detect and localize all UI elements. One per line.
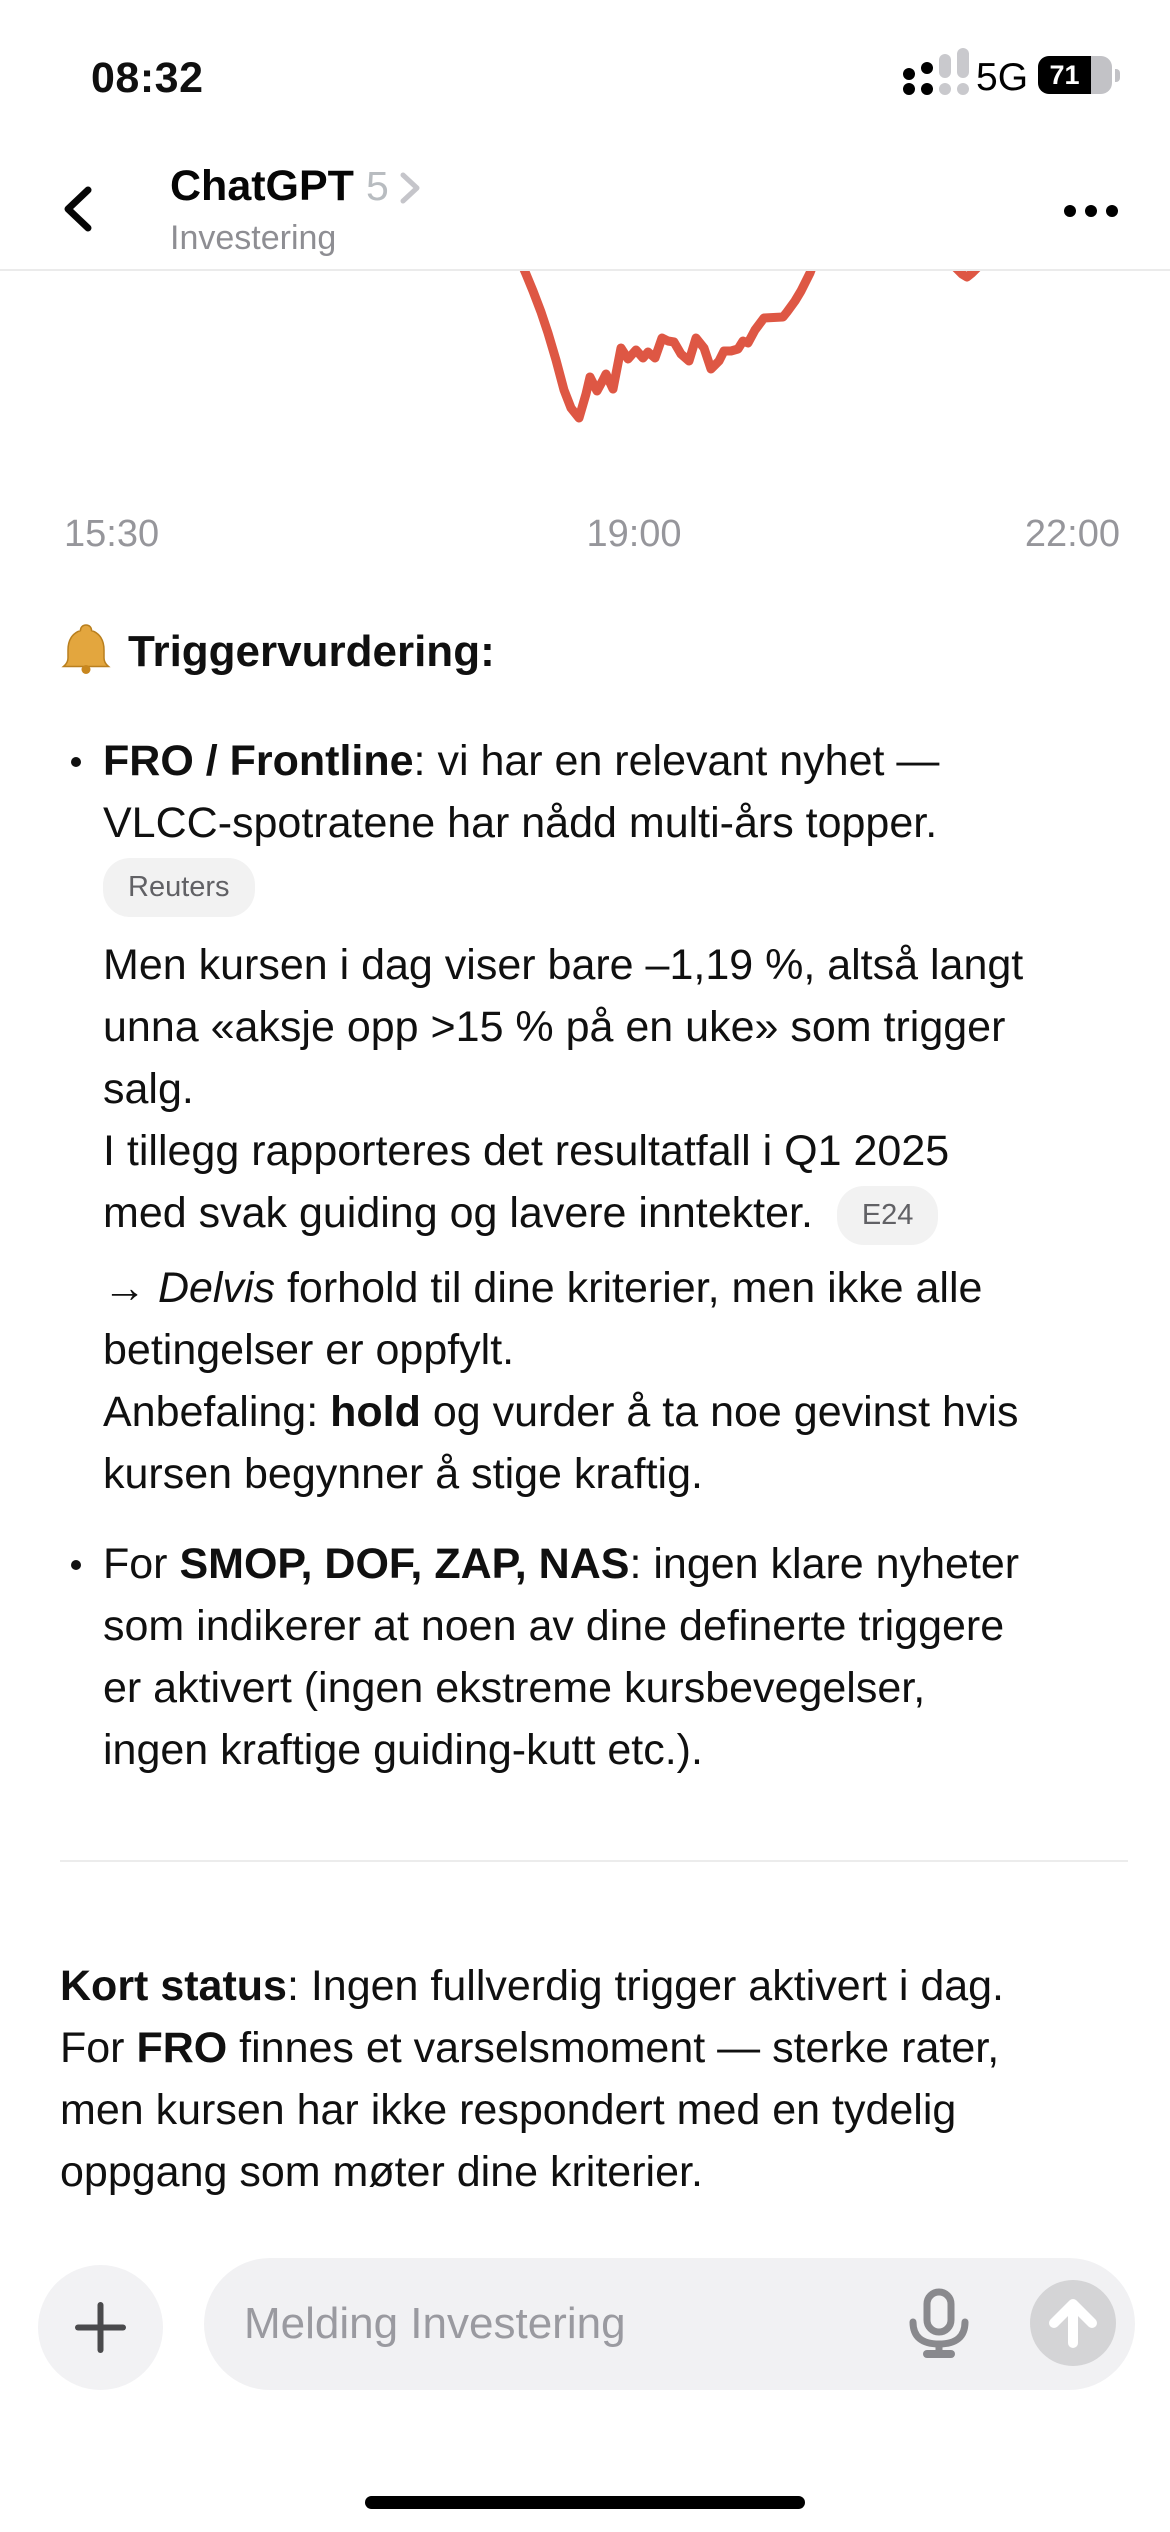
text-segment: er aktivert (ingen ekstreme kursbevegelser, xyxy=(103,1664,926,1713)
assistant-message xyxy=(0,622,1170,2203)
text-segment: oppgang som møter dine kriterier. xyxy=(60,2148,703,2197)
x-axis-tick: 22:00 xyxy=(1024,513,1120,555)
price-main xyxy=(520,271,814,418)
price-tail xyxy=(950,271,982,277)
model-selector[interactable] xyxy=(170,160,423,212)
text-segment: : ingen klare nyheter xyxy=(629,1540,1020,1589)
message-line xyxy=(103,1319,1170,1381)
text-segment: For xyxy=(60,2024,137,2073)
text-segment: kursen begynner å stige kraftig. xyxy=(103,1450,703,1499)
text-segment: Men kursen i dag viser bare –1,19 %, altså langt xyxy=(103,941,1024,990)
text-segment: hold xyxy=(330,1388,421,1437)
message-input[interactable] xyxy=(204,2258,1135,2390)
text-segment: Anbefaling: xyxy=(103,1388,331,1437)
input-placeholder: Melding Investering xyxy=(244,2299,626,2348)
bullet-dot xyxy=(71,1560,81,1570)
text-segment: forhold til dine kriterier, men ikke alle xyxy=(275,1264,983,1313)
text-segment: : Ingen fullverdig trigger aktivert i dag. xyxy=(286,1962,1005,2011)
chevron-right-icon xyxy=(395,167,423,209)
message-line xyxy=(103,1257,1170,1319)
network-type-label: 5G xyxy=(976,56,1029,99)
message-line xyxy=(103,1120,1170,1182)
text-segment: For xyxy=(103,1540,180,1589)
message-line xyxy=(103,1381,1170,1443)
message-line xyxy=(103,934,1170,996)
bell-icon xyxy=(60,622,112,690)
status-time: 08:32 xyxy=(91,54,204,102)
text-segment: betingelser er oppfylt. xyxy=(103,1326,515,1375)
section-divider xyxy=(60,1860,1128,1862)
message-line xyxy=(103,1443,1170,1505)
message-line xyxy=(103,1719,1170,1781)
message-line xyxy=(103,1533,1170,1595)
message-line xyxy=(103,854,1170,917)
text-segment: FRO xyxy=(136,2024,228,2073)
message-line xyxy=(60,1955,1170,2017)
source-badge[interactable]: E24 xyxy=(837,1186,939,1245)
battery-percent: 71 xyxy=(1038,56,1091,94)
text-segment: Triggervurdering: xyxy=(128,627,495,676)
text-segment: finnes et varselsmoment — sterke rater, xyxy=(227,2024,1000,2073)
back-button[interactable] xyxy=(52,176,112,242)
text-segment: SMOP, DOF, ZAP, NAS xyxy=(179,1540,630,1589)
text-segment: og vurder å ta noe gevinst hvis xyxy=(420,1388,1019,1437)
ellipsis-icon xyxy=(1064,205,1076,217)
dictation-button[interactable] xyxy=(901,2286,977,2362)
message-line xyxy=(60,2017,1170,2079)
message-line xyxy=(60,2079,1170,2141)
x-axis-tick: 15:30 xyxy=(64,513,160,555)
stock-chart[interactable] xyxy=(0,271,1170,555)
text-segment: som indikerer at noen av dine definerte triggere xyxy=(103,1602,1005,1651)
model-version-label: 5 xyxy=(365,162,389,209)
message-line xyxy=(103,1182,1170,1245)
text-segment: ingen kraftige guiding-kutt etc.). xyxy=(103,1726,703,1775)
text-segment: VLCC-spotratene har nådd multi-års topper. xyxy=(103,799,938,847)
bullet-dot xyxy=(71,757,81,767)
home-indicator[interactable] xyxy=(365,2496,805,2509)
text-segment: FRO / Frontline xyxy=(103,737,414,785)
text-segment: → xyxy=(103,1264,158,1313)
source-badge[interactable]: Reuters xyxy=(103,858,255,917)
page-title: ChatGPT xyxy=(170,161,354,210)
arrow-up-icon xyxy=(1030,2280,1116,2366)
message-line xyxy=(60,2141,1170,2203)
message-line xyxy=(103,1595,1170,1657)
conversation-scroll-area[interactable] xyxy=(0,271,1170,2203)
battery-icon xyxy=(1038,56,1118,94)
more-options-button[interactable] xyxy=(1034,186,1134,236)
cellular-signal-icon xyxy=(903,52,973,94)
send-button[interactable] xyxy=(1030,2280,1116,2366)
message-line xyxy=(103,1657,1170,1719)
message-line xyxy=(103,730,1170,792)
plus-icon xyxy=(38,2265,163,2390)
message-heading xyxy=(60,622,1170,690)
text-segment: Delvis xyxy=(157,1264,276,1313)
attach-button[interactable] xyxy=(38,2265,163,2390)
text-segment: unna «aksje opp >15 % på en uke» som trigger xyxy=(103,1003,1006,1052)
composer-bar xyxy=(0,2240,1170,2532)
text-segment: : vi har en relevant nyhet — xyxy=(413,737,940,785)
message-line xyxy=(103,792,1170,854)
microphone-icon xyxy=(901,2286,977,2362)
text-segment: Kort status xyxy=(60,1962,287,2011)
message-line xyxy=(103,1058,1170,1120)
text-segment: med svak guiding og lavere inntekter. xyxy=(103,1189,837,1238)
conversation-title: Investering xyxy=(170,219,337,257)
app-header xyxy=(0,0,1170,271)
text-segment: I tillegg rapporteres det resultatfall i Q1 2025 xyxy=(103,1127,950,1176)
text-segment: salg. xyxy=(103,1065,194,1114)
x-axis-tick: 19:00 xyxy=(586,513,682,555)
message-line xyxy=(103,996,1170,1058)
text-segment: men kursen har ikke respondert med en tydelig xyxy=(60,2086,957,2135)
stock-chart-line xyxy=(0,271,1170,461)
